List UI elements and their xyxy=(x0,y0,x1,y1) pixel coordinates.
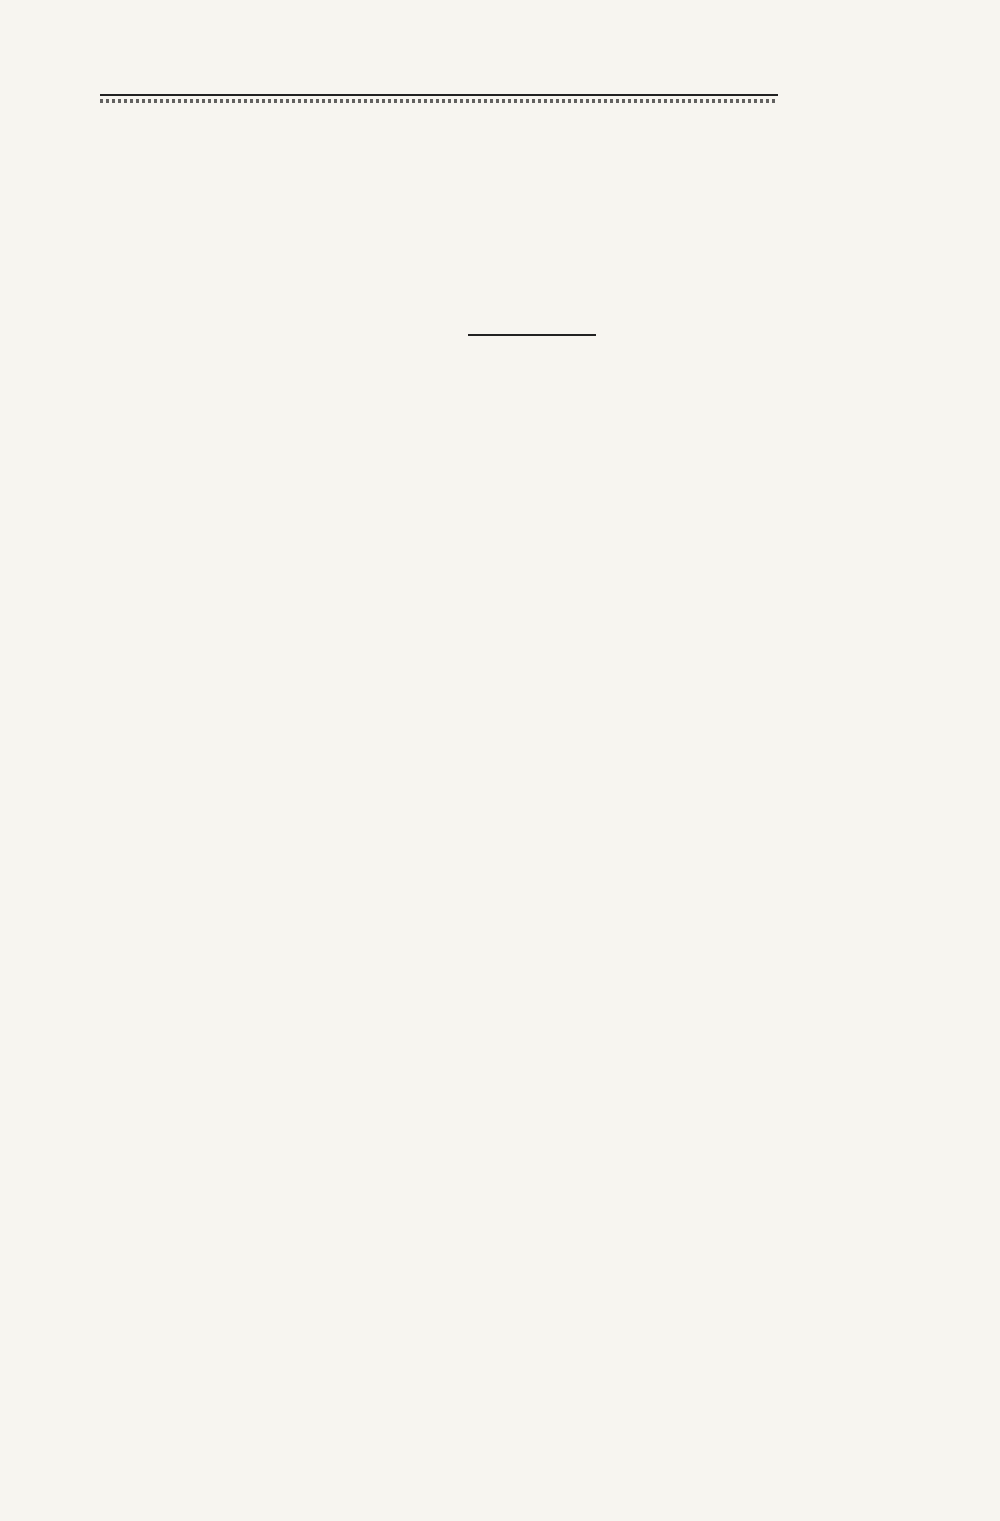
male-names-columns xyxy=(102,104,752,314)
section-separator xyxy=(468,334,596,336)
header-ornament-rule xyxy=(100,99,778,103)
header-rule xyxy=(100,94,778,96)
page-header xyxy=(128,56,778,90)
female-names-columns xyxy=(102,396,954,1496)
